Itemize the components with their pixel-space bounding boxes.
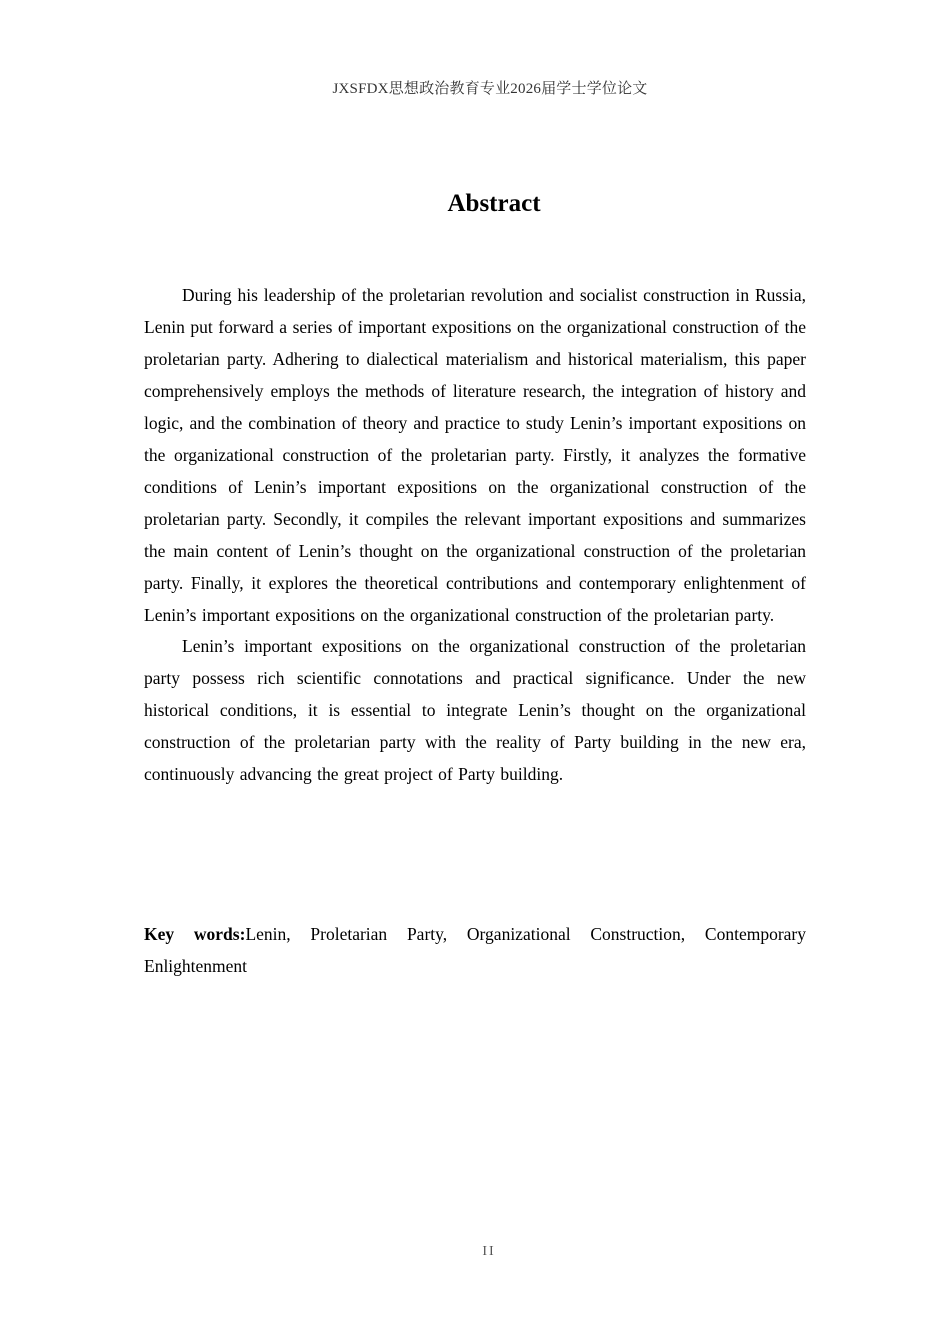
abstract-paragraph-2: Lenin’s important expositions on the organizational construction of the proletarian party possess rich scientific connotations and practical significance. Under the new historical conditions, it is essential to integrate Lenin’s thought on the organizational construction of the proletarian party with the reality of Party building in the new era, continuously advancing the great project of Party building. (144, 636, 806, 785)
page-number: II (482, 1244, 496, 1259)
running-header: JXSFDX思想政治教育专业2026届学士学位论文 (332, 81, 648, 97)
keywords-line (144, 919, 806, 983)
keywords-text: Lenin, Proletarian Party, Organizational Construction, Contemporary Enlightenment (144, 924, 806, 976)
abstract-paragraph-1: During his leadership of the proletarian revolution and socialist construction in Russia, Lenin put forward a series of important expositions on the organizational construction of the proletarian party. Adhering to dialectical materialism and historical materialism, this paper comprehensively employs the methods of literature research, the integration of history and logic, and the combination of theory and practice to study Lenin’s important expositions on the organizational construction of the proletarian party. Firstly, it analyzes the formative conditions of Lenin’s important expositions on the organizational construction of the proletarian party. Secondly, it compiles the relevant important expositions and summarizes the main content of Lenin’s thought on the organizational construction of the proletarian party. Finally, it explores the theoretical contributions and contemporary enlightenment of Lenin’s important expositions on the organizational construction of the proletarian party. (144, 285, 806, 625)
keywords-label: Key words: (144, 924, 246, 944)
abstract-body (144, 280, 806, 791)
abstract-title: Abstract (447, 190, 541, 217)
